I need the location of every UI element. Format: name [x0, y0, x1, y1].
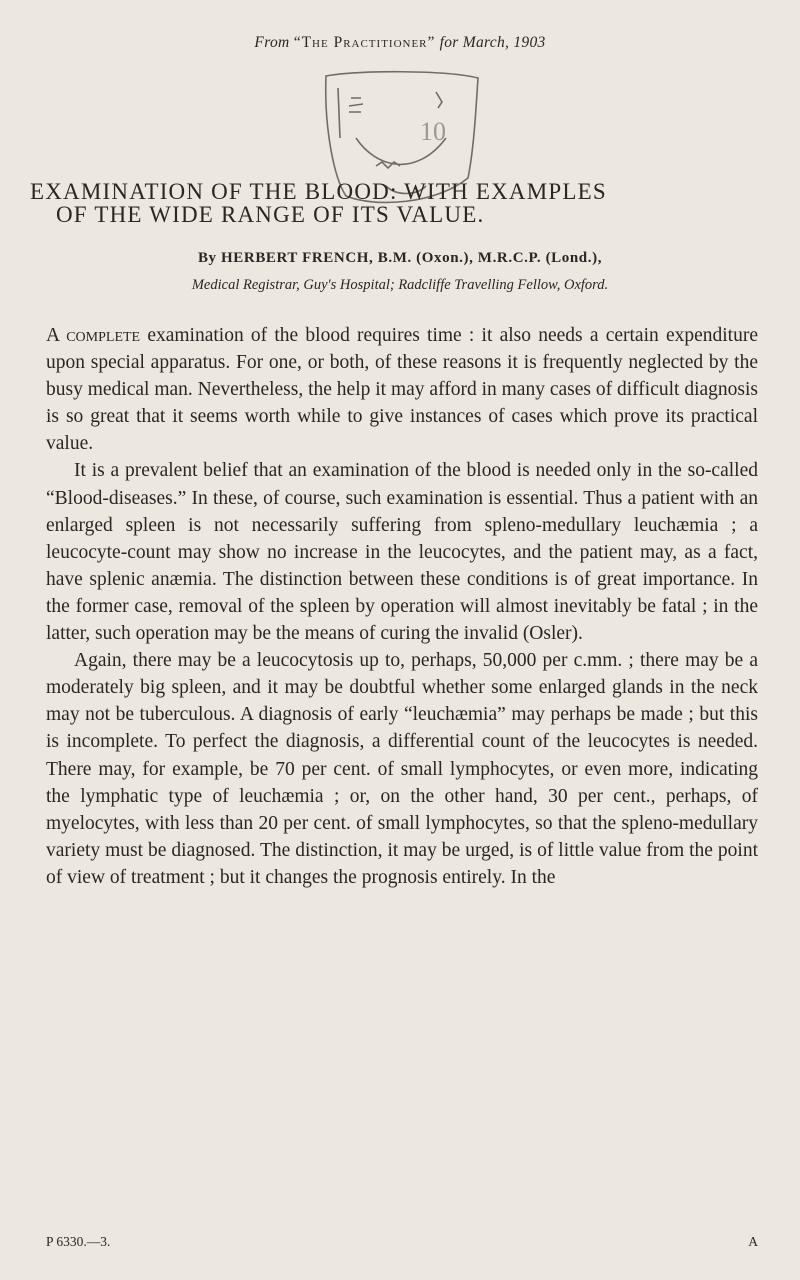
page-footer [46, 1234, 758, 1250]
paragraph-3: Again, there may be a leucocytosis up to, perhaps, 50,000 per c.mm. ; there may be a moderately big spleen, and it may be doubtful whether some enlarged glands in the neck may not be tuberculous. A diagnosis of early “leuchæmia” may perhaps be made ; but this is incomplete. To perfect the diagnosis, a differential count of the leucocytes is needed. There may, for example, be 70 per cent. of small lymphocytes, or even more, indicating the lymphatic type of leuchæmia ; or, on the other hand, 30 per cent., perhaps, of myelocytes, with less than 20 per cent. of small lymphocytes, so that the spleno-medullary variety must be diagnosed. The distinction, it may be urged, is of little value from the point of view of treatment ; but it changes the prognosis entirely. In the [46, 650, 758, 888]
signature-mark: A [748, 1234, 758, 1249]
journal-name: “The Practitioner” [293, 34, 436, 51]
paragraph-1-text: examination of the blood requires time : it also needs a certain expenditure upon special apparatus. For one, or both, of these reasons it is frequently neglected by the busy medical man. Nevertheless, the help it may afford in many cases of difficult diagnosis is so great that it seems worth while to give instances of cases which prove its practical value. [46, 325, 758, 455]
paragraph-1 [46, 322, 758, 457]
article-title-line-2: OF THE WIDE RANGE OF ITS VALUE. [56, 202, 485, 227]
paragraph-1-lead: A complete [46, 325, 141, 346]
source-prefix: From [254, 34, 290, 51]
paragraph-2: It is a prevalent belief that an examination of the blood is needed only in the so-called “Blood-diseases.” In these, of course, such examination is essential. Thus a patient with an enlarged spleen is not necessarily suffering from spleno-medullary leuchæmia ; a leucocyte-count may show no increase in the leucocytes, and the patient may, as a fact, have splenic anæmia. The distinction between these conditions is of great importance. In the former case, removal of the spleen by operation will almost inevitably be fatal ; in the latter, such operation may be the means of curing the invalid (Osler). [46, 460, 758, 645]
source-line [0, 34, 800, 52]
author-byline: By HERBERT FRENCH, B.M. (Oxon.), M.R.C.P. (Lond.), [197, 250, 603, 266]
source-date: for March, 1903 [439, 34, 546, 51]
article-body [46, 322, 758, 891]
stamp-marks: 10 [420, 117, 446, 146]
article-title-line-1: EXAMINATION OF THE BLOOD: WITH EXAMPLES [30, 179, 607, 204]
author-affiliation: Medical Registrar, Guy's Hospital; Radcliffe Travelling Fellow, Oxford. [191, 277, 609, 293]
print-code: P 6330.—3. [46, 1234, 111, 1249]
